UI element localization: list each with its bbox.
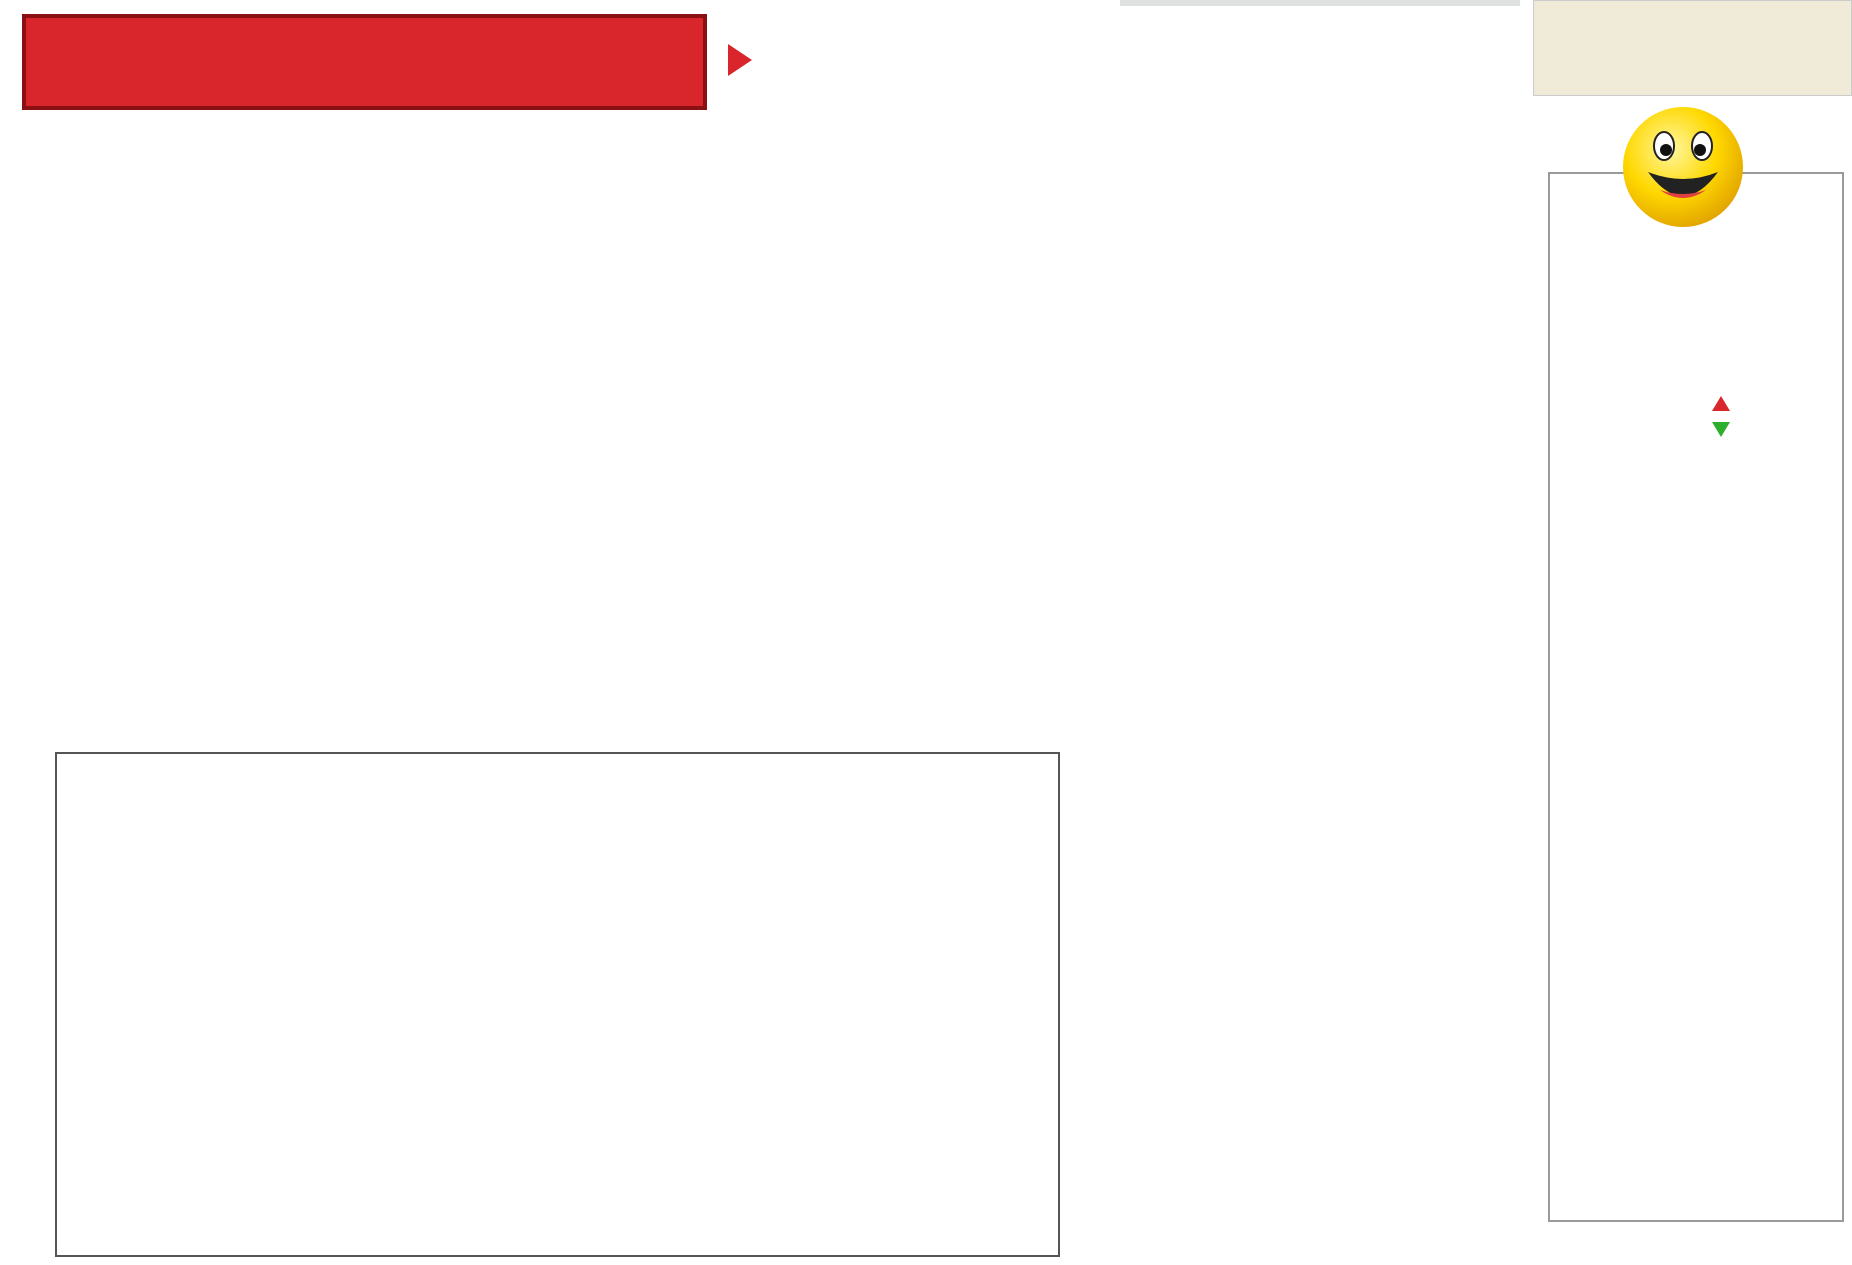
down-triangle-icon [1712,422,1730,437]
table-legend [1712,390,1735,442]
side-story-body-a [1085,345,1335,890]
side-story-headline [1350,325,1490,1255]
smiley-face-icon [1618,102,1748,232]
ranking-table-panel [1548,172,1844,1222]
top-divider [1120,0,1520,6]
privacy-notice [1533,0,1852,96]
pension-story-body [68,885,1053,1250]
side-story-body-b [1085,905,1335,1255]
kicker-arrow-icon [728,44,752,76]
up-triangle-icon [1712,396,1730,411]
main-article-body [28,290,1048,710]
kicker-banner [22,14,707,110]
